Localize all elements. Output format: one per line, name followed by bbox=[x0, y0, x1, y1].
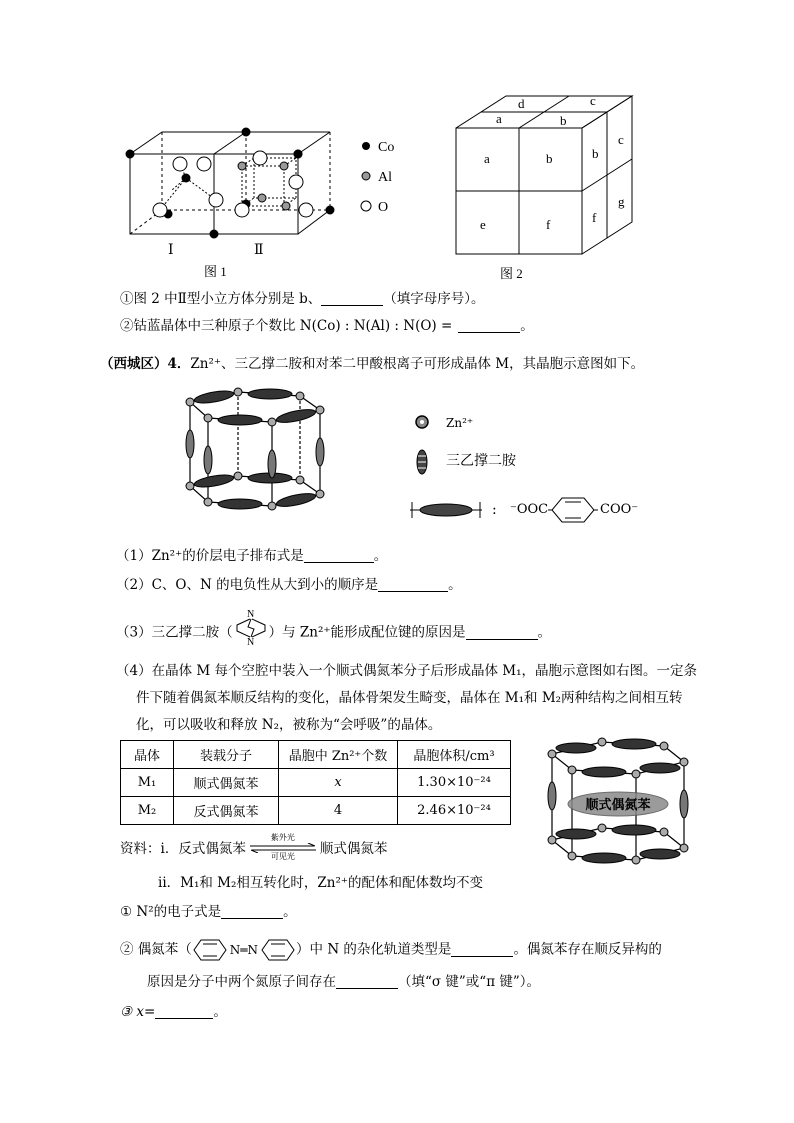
question-c-end: 。 bbox=[213, 1004, 227, 1020]
answer-blank[interactable] bbox=[466, 625, 538, 640]
fig2-side-b: b bbox=[592, 146, 599, 161]
table-cell: 1.30×10⁻²⁴ bbox=[398, 769, 511, 797]
table-cell: 4 bbox=[279, 797, 398, 825]
answer-blank[interactable] bbox=[304, 548, 374, 563]
fig2-top-a: a bbox=[496, 111, 502, 126]
table-cell: x bbox=[279, 769, 398, 797]
equilibrium-arrow bbox=[248, 833, 318, 861]
arrow-bottom-label: 可见光 bbox=[270, 852, 295, 861]
fig2-front-f: f bbox=[546, 217, 551, 232]
fig2-top-b: b bbox=[560, 113, 567, 128]
answer-blank[interactable] bbox=[336, 974, 398, 989]
question-b-text-a: ② 偶氮苯（ bbox=[120, 941, 192, 958]
table-header-cell: 装载分子 bbox=[174, 741, 279, 769]
fig1-label-II: Ⅱ bbox=[254, 243, 264, 258]
cobalt-q2-end: 。 bbox=[520, 318, 534, 334]
legend-amine-label: 三乙撑二胺 bbox=[446, 453, 516, 469]
question-4-intro bbox=[100, 355, 644, 373]
table-cell: M₂ bbox=[121, 797, 174, 825]
terephthalate-icon bbox=[406, 496, 486, 524]
question-b-text-c: 。偶氮苯存在顺反异构的 bbox=[513, 941, 662, 958]
legend-o-label: O bbox=[378, 200, 389, 215]
sub-question-3-text-a: （3）三乙撑二胺（ bbox=[116, 624, 233, 641]
question-c-text: ③ x= bbox=[120, 1004, 156, 1020]
cobalt-q2 bbox=[120, 317, 534, 335]
fig2-front-b: b bbox=[546, 151, 553, 166]
table-header-cell: 晶胞中 Zn²⁺个数 bbox=[279, 741, 398, 769]
sub-question-2-text: （2）C、O、N 的电负性从大到小的顺序是 bbox=[116, 577, 379, 593]
triethylenediamine-structure-icon bbox=[233, 607, 269, 647]
azo-group-label: N═N bbox=[229, 943, 259, 957]
reference-i-suffix: 顺式偶氮苯 bbox=[319, 841, 388, 857]
sub-question-3-end: 。 bbox=[537, 624, 551, 641]
sub-question-3-text-b: ）与 Zn²⁺能形成配位键的原因是 bbox=[268, 624, 466, 641]
question-number: 4． bbox=[167, 356, 191, 372]
sub-question-4-line-2: 件下随着偶氮苯顺反结构的变化，晶体骨架发生畸变，晶体在 M₁和 M₂两种结构之间相互转 bbox=[136, 690, 683, 706]
answer-blank[interactable] bbox=[155, 1004, 213, 1019]
figure-2-cube-division bbox=[450, 92, 650, 282]
cis-azobenzene-label: 顺式偶氮苯 bbox=[585, 797, 651, 812]
answer-blank[interactable] bbox=[321, 291, 383, 306]
fig1-caption: 图 1 bbox=[204, 264, 227, 279]
figure-1-crystal-cell bbox=[120, 120, 430, 280]
fig1-label-I: Ⅰ bbox=[168, 243, 174, 258]
benzene-ring-icon bbox=[548, 494, 598, 526]
fig2-top-d: d bbox=[518, 96, 525, 111]
table-cell: 2.46×10⁻²⁴ bbox=[398, 797, 511, 825]
legend-acid-right: COO⁻ bbox=[600, 502, 639, 517]
question-b bbox=[120, 938, 662, 962]
fig2-front-a: a bbox=[484, 151, 490, 166]
legend-acid-left: ⁻OOC bbox=[510, 502, 549, 517]
answer-blank[interactable] bbox=[378, 577, 448, 592]
arrow-top-label: 紫外光 bbox=[270, 833, 295, 842]
table-row bbox=[121, 797, 511, 825]
legend-colon: : bbox=[492, 502, 497, 518]
legend-al-label: Al bbox=[378, 170, 392, 185]
mof-cell-figure bbox=[160, 380, 340, 530]
triethylenediamine-icon bbox=[414, 448, 430, 476]
sub-question-2 bbox=[116, 576, 462, 594]
question-source: （西城区） bbox=[100, 356, 168, 372]
answer-blank[interactable] bbox=[221, 904, 283, 919]
sub-question-1-text: （1）Zn²⁺的价层电子排布式是 bbox=[116, 548, 304, 564]
zn-ion-icon bbox=[414, 414, 430, 430]
fig2-side-f: f bbox=[592, 210, 597, 225]
sub-question-1-end: 。 bbox=[373, 548, 388, 564]
question-b-line-2 bbox=[147, 973, 540, 991]
fig2-side-c: c bbox=[618, 132, 624, 147]
reference-i bbox=[120, 833, 388, 861]
legend-co-label: Co bbox=[378, 140, 395, 155]
table-header-row bbox=[121, 741, 511, 769]
legend-co-dot bbox=[362, 142, 370, 150]
question-a-text: ① N²的电子式是 bbox=[120, 904, 222, 920]
table-cell: M₁ bbox=[121, 769, 174, 797]
legend-al-dot bbox=[362, 172, 370, 180]
table-row bbox=[121, 769, 511, 797]
table-header-cell: 晶体 bbox=[121, 741, 174, 769]
question-a bbox=[120, 903, 297, 921]
answer-blank[interactable] bbox=[458, 318, 520, 333]
fig2-caption: 图 2 bbox=[500, 266, 523, 281]
cobalt-q1 bbox=[120, 290, 485, 308]
table-cell: 顺式偶氮苯 bbox=[174, 769, 279, 797]
sub-question-1 bbox=[116, 547, 387, 565]
question-c bbox=[120, 1003, 227, 1021]
question-b-text-b: ）中 N 的杂化轨道类型是 bbox=[296, 941, 452, 958]
reference-i-prefix: 资料：i．反式偶氮苯 bbox=[120, 841, 246, 857]
legend-zn-label: Zn²⁺ bbox=[446, 416, 474, 430]
answer-blank[interactable] bbox=[451, 942, 513, 957]
fig2-side-g: g bbox=[618, 194, 625, 209]
sub-question-4-line-3: 化，可以吸收和释放 N₂，被称为“会呼吸”的晶体。 bbox=[136, 717, 442, 733]
question-a-end: 。 bbox=[283, 904, 297, 920]
cobalt-q1-text: ①图 2 中Ⅱ型小立方体分别是 b、 bbox=[120, 291, 322, 307]
sub-question-4-line-1: （4）在晶体 M 每个空腔中装入一个顺式偶氮苯分子后形成晶体 M₁，晶胞示意图如右图。一定条 bbox=[116, 663, 698, 679]
table-cell: 反式偶氮苯 bbox=[174, 797, 279, 825]
svg-text:N: N bbox=[246, 609, 254, 620]
table-header-cell: 晶胞体积/cm³ bbox=[398, 741, 511, 769]
fig2-front-e: e bbox=[480, 217, 486, 232]
svg-text:N: N bbox=[246, 637, 254, 647]
sub-question-3 bbox=[116, 609, 551, 647]
sub-question-2-end: 。 bbox=[448, 577, 462, 593]
legend-o-dot bbox=[361, 201, 371, 211]
fig2-top-c: c bbox=[590, 93, 596, 108]
question-intro-text: Zn²⁺、三乙撑二胺和对苯二甲酸根离子可形成晶体 M，其晶胞示意图如下。 bbox=[190, 356, 645, 372]
azobenzene-structure bbox=[192, 938, 296, 962]
question-b-text-e: （填“σ 键”或“π 键”）。 bbox=[398, 974, 541, 990]
mof-with-azobenzene-figure bbox=[532, 730, 702, 880]
benzene-ring-icon bbox=[260, 938, 296, 962]
cobalt-q1-end: （填字母序号）。 bbox=[383, 291, 485, 307]
question-b-text-d: 原因是分子中两个氮原子间存在 bbox=[147, 974, 336, 990]
cobalt-q2-text: ②钴蓝晶体中三种原子个数比 N(Co) : N(Al) : N(O) = bbox=[120, 318, 453, 334]
benzene-ring-icon bbox=[192, 938, 228, 962]
reference-ii: ii．M₁和 M₂相互转化时，Zn²⁺的配体和配体数均不变 bbox=[158, 875, 484, 891]
data-table bbox=[120, 740, 511, 825]
